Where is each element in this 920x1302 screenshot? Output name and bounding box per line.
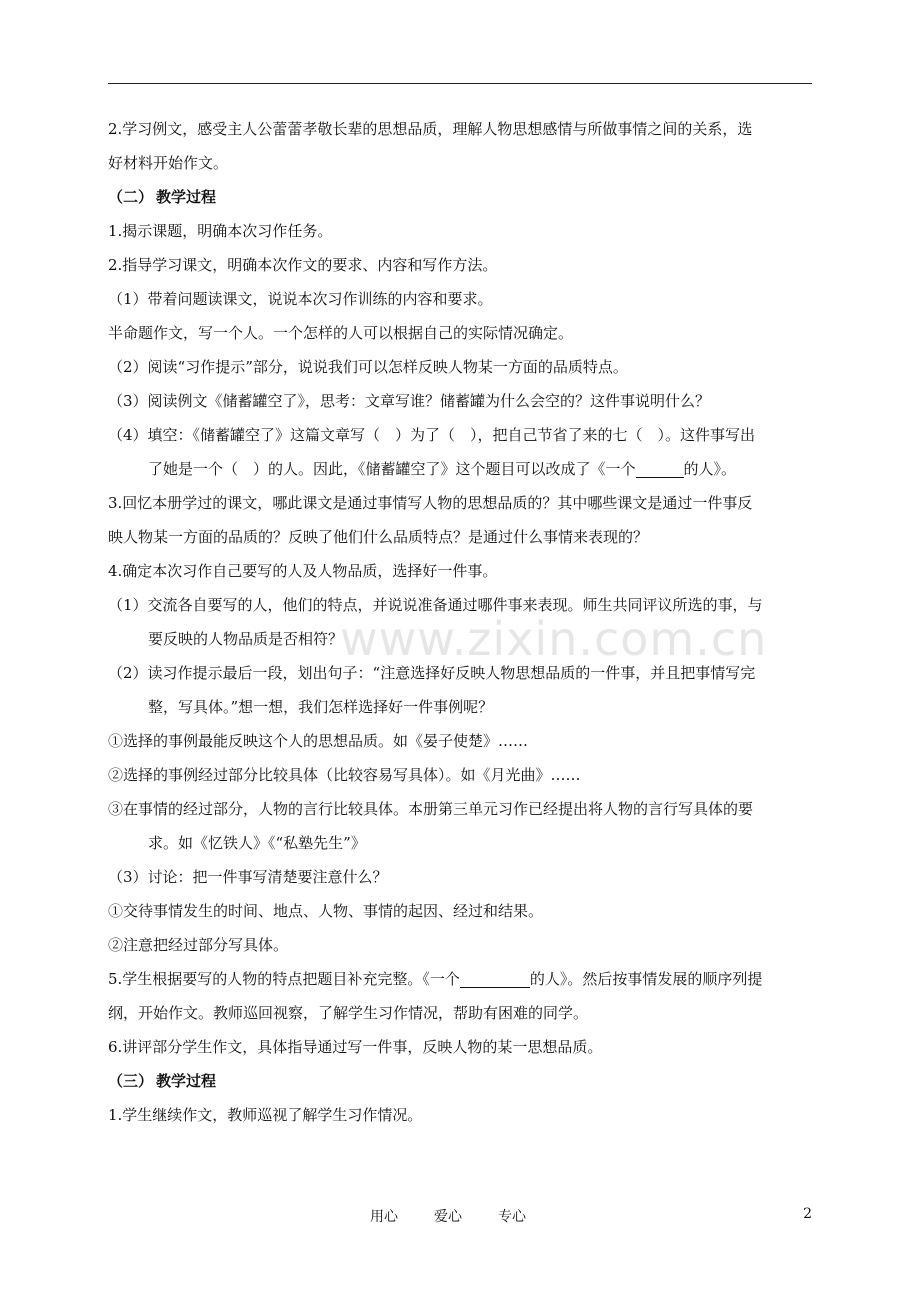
paragraph: （1）带着问题读课文，说说本次习作训练的内容和要求。 [108,290,493,308]
paragraph: 整，写具体。”想一想，我们怎样选择好一件事例呢？ [148,698,494,716]
section-heading-3 [108,1064,812,1098]
section-number: （三） [108,1072,154,1090]
paragraph: 要反映的人物品质是否相符？ [148,630,344,648]
paragraph: 映人物某一方面的品质的？反映了他们什么品质特点？是通过什么事情来表现的？ [108,528,649,546]
paragraph: （2）阅读“习作提示”部分，说说我们可以怎样反映人物某一方面的品质特点。 [108,358,628,376]
paragraph: 2.学习例文，感受主人公蕾蕾孝敬长辈的思想品质，理解人物思想感情与所做事情之间的关系，选 [108,120,753,138]
footer-motto [370,1206,562,1226]
paragraph [108,962,812,996]
header-rule [108,83,812,84]
section-heading-2 [108,180,812,214]
paragraph: 求。如《忆铁人》《“私塾先生”》 [148,834,366,852]
paragraph: 2.指导学习课文，明确本次作文的要求、内容和写作方法。 [108,256,498,274]
paragraph: ②选择的事例经过部分比较具体（比较容易写具体）。如《月光曲》…… [108,766,581,784]
text-segment: 5.学生根据要写的人物的特点把题目补充完整。《一个 [108,970,460,988]
paragraph: 1.学生继续作文，教师巡视了解学生习作情况。 [108,1106,423,1124]
text-segment: 的人》。然后按事情发展的顺序列提 [529,970,763,988]
watermark: www.zixin.com.cn [340,612,768,666]
section-title: 教学过程 [156,188,217,206]
paragraph: 纲，开始作文。教师巡回视察，了解学生习作情况，帮助有困难的同学。 [108,1004,589,1022]
paragraph: （4）填空：《储蓄罐空了》这篇文章写（ ）为了（ ），把自己节省了来的七（ ）。这件事写出 [108,426,756,444]
document-body [108,112,812,1132]
section-number: （二） [108,188,154,206]
paragraph: ②注意把经过部分写具体。 [108,936,289,954]
paragraph: （1）交流各自要写的人，他们的特点，并说说准备通过哪件事来表现。师生共同评议所选的事，与 [108,596,763,614]
paragraph: （2）读习作提示最后一段，划出句子：“注意选择好反映人物思想品质的一件事，并且把事情写完 [108,664,756,682]
fill-blank [636,461,684,478]
paragraph: 4.确定本次习作自己要写的人及人物品质，选择好一件事。 [108,562,498,580]
paragraph: 1.揭示课题，明确本次习作任务。 [108,222,333,240]
paragraph: 好材料开始作文。 [108,154,229,172]
paragraph: （3）阅读例文《储蓄罐空了》，思考：文章写谁？储蓄罐为什么会空的？这件事说明什么？ [108,392,711,410]
paragraph: ③在事情的经过部分，人物的言行比较具体。本册第三单元习作已经提出将人物的言行写具体的要 [108,800,754,818]
text-segment: 了她是一个（ ）的人。因此，《储蓄罐空了》这个题目可以改成了《一个 [148,460,636,478]
page-number: 2 [803,1206,812,1222]
paragraph: 3.回忆本册学过的课文，哪此课文是通过事情写人物的思想品质的？其中哪些课文是通过一件事反 [108,494,753,512]
text-segment: 的人》。 [683,460,737,478]
footer-motto-item: 专心 [498,1209,526,1225]
paragraph [108,452,812,486]
footer-motto-item: 用心 [370,1209,398,1225]
footer-motto-item: 爱心 [434,1209,462,1225]
fill-blank [460,971,530,988]
section-title: 教学过程 [156,1072,217,1090]
paragraph: （3）讨论：把一件事写清楚要注意什么？ [108,868,388,886]
paragraph: 半命题作文，写一个人。一个怎样的人可以根据自己的实际情况确定。 [108,324,574,342]
paragraph: 6.讲评部分学生作文，具体指导通过写一件事，反映人物的某一思想品质。 [108,1038,603,1056]
paragraph: ①选择的事例最能反映这个人的思想品质。如《晏子使楚》…… [108,732,529,750]
paragraph: ①交待事情发生的时间、地点、人物、事情的起因、经过和结果。 [108,902,544,920]
